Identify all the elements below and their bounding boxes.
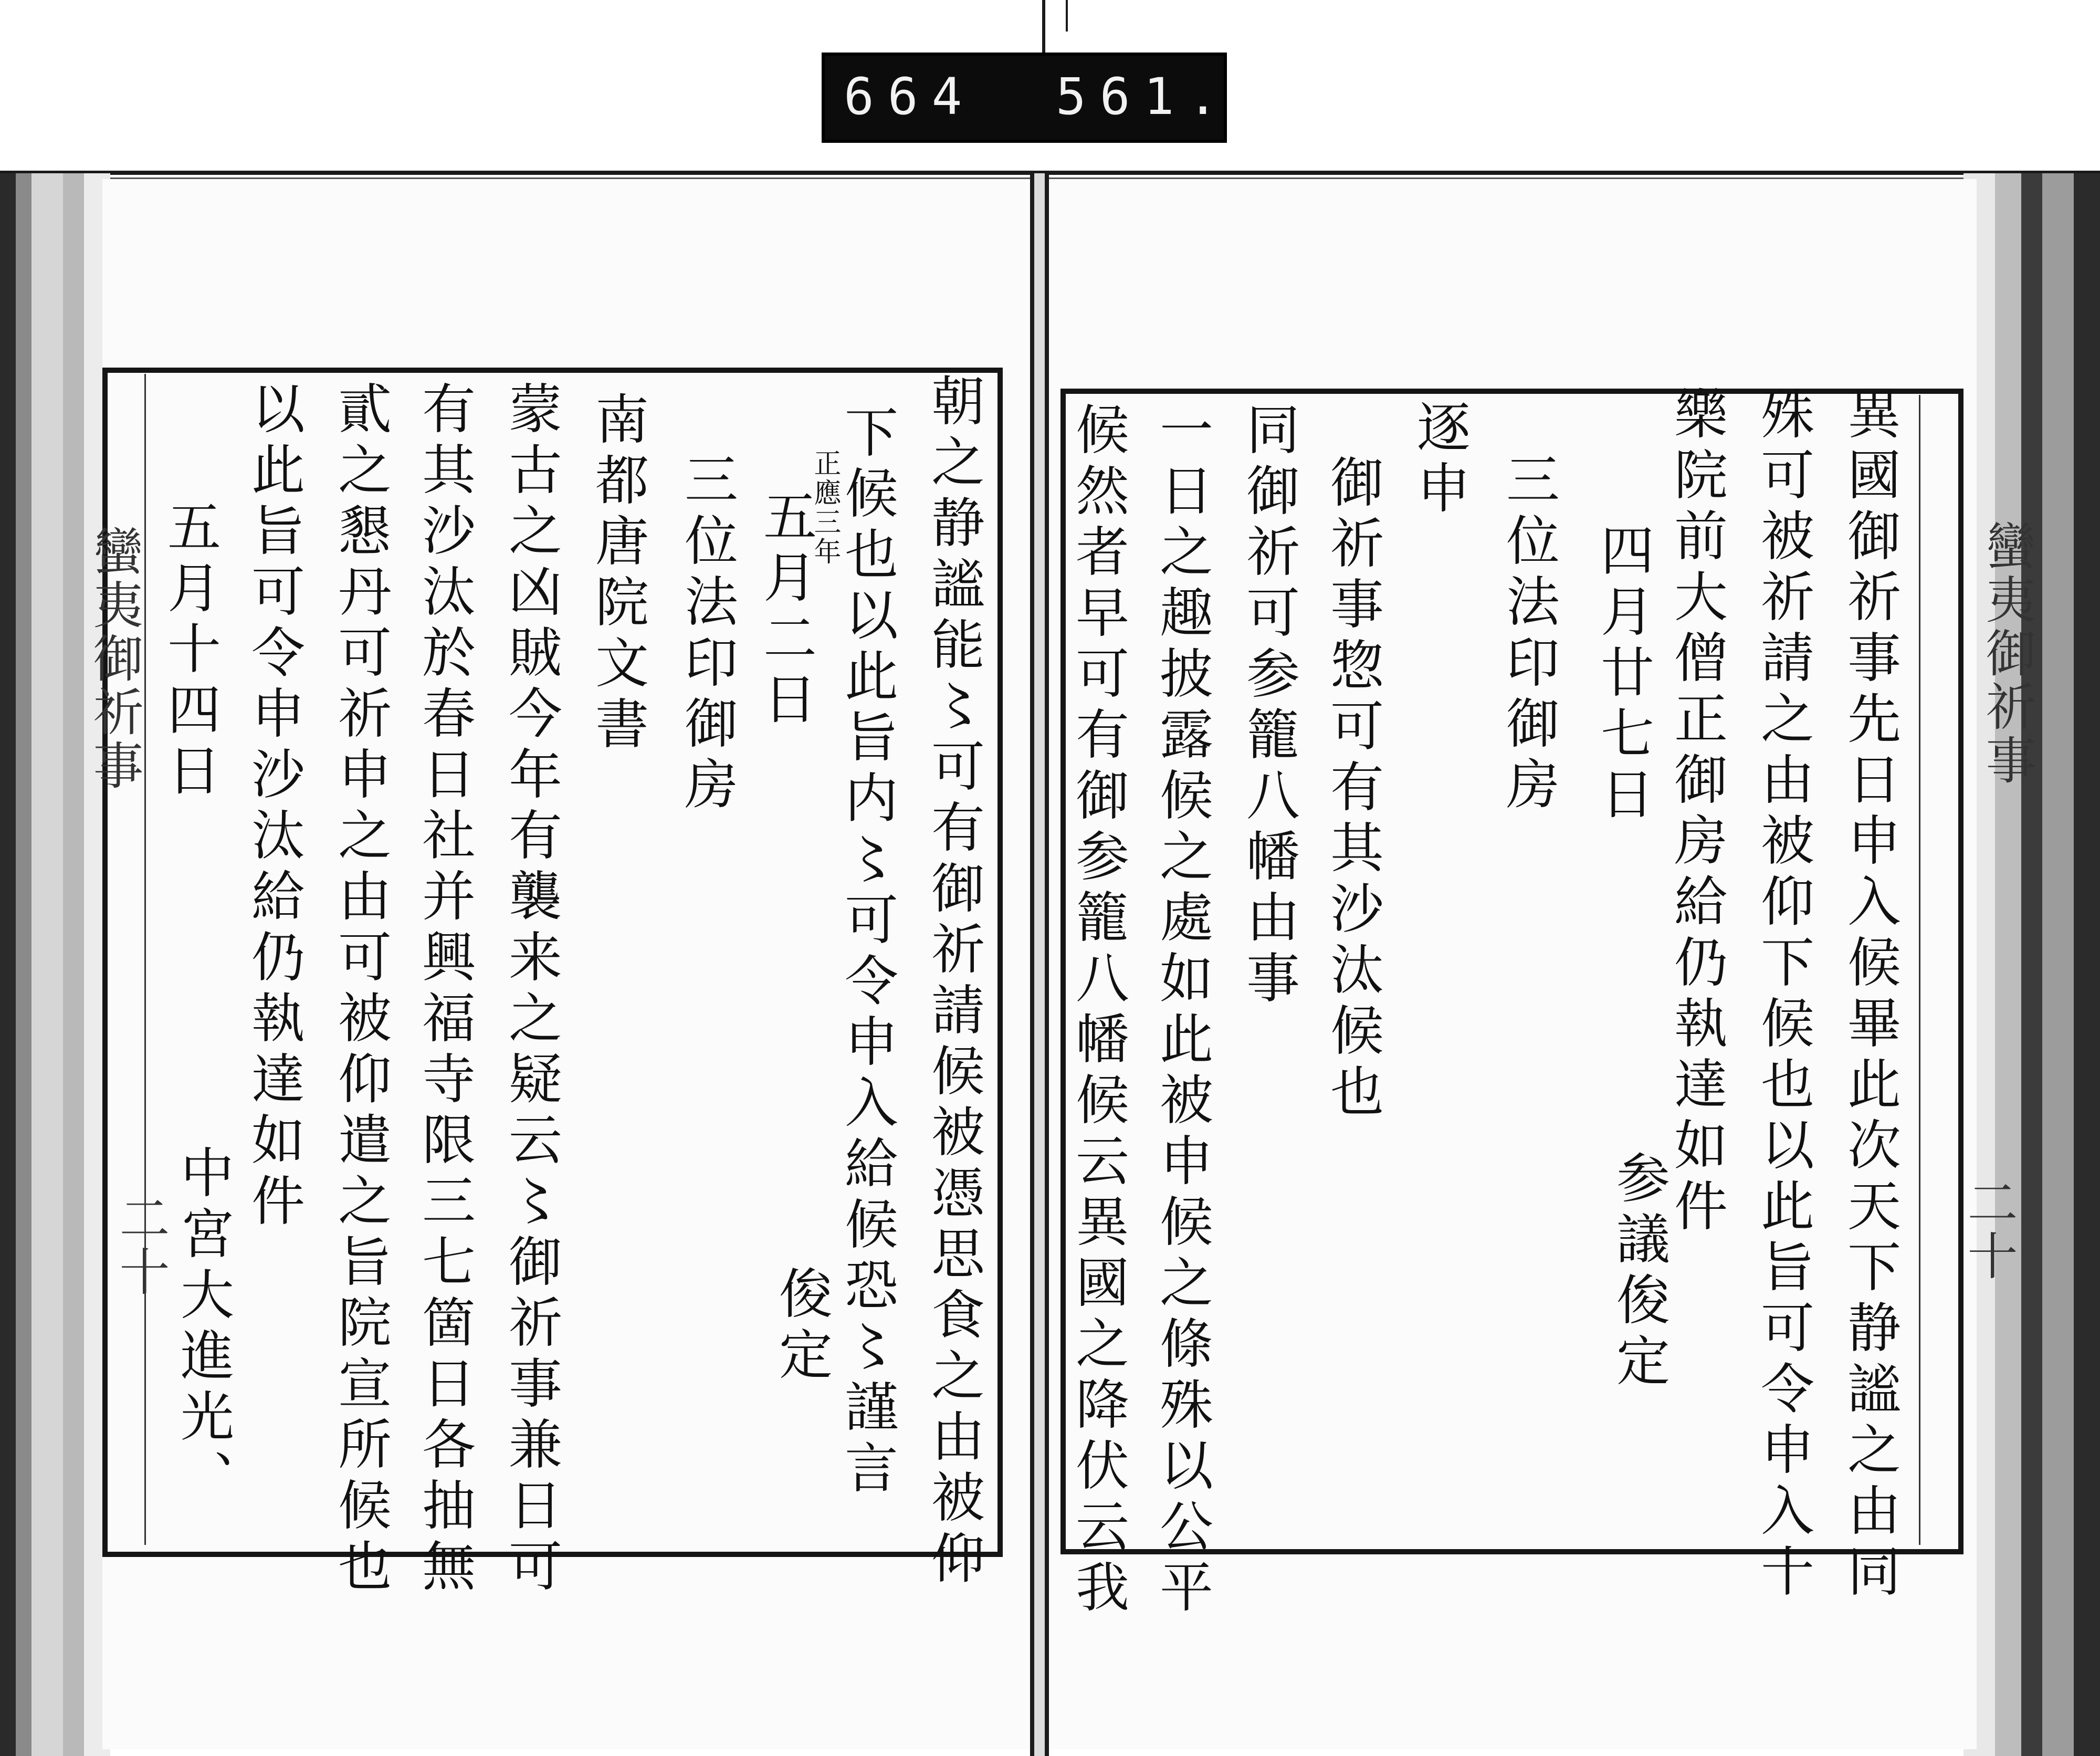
text-column: 殊可被祈請之由被仰下候也以此旨可令申入十 <box>1752 386 1814 1604</box>
source-heading: 南都唐院文書 <box>586 391 649 757</box>
signature: 参議俊定 <box>1608 1150 1670 1394</box>
archive-label <box>822 53 1232 143</box>
page-top-edge <box>0 171 2100 175</box>
text-column: 朝之静謐能〻可有御祈請候被憑思食之由被仰 <box>922 373 985 1591</box>
signature: 中宮大進光、 <box>172 1145 234 1510</box>
text-column: 異國御祈事先日申入候畢此次天下静謐之由同 <box>1839 386 1901 1604</box>
left-margin-title: 蠻夷御祈事 <box>85 525 144 793</box>
date-column: 五月二日 <box>754 488 817 732</box>
book-edge-left <box>0 173 110 1756</box>
right-frame-inner-rule <box>1919 395 1920 1545</box>
text-column: 候然者早可有御参籠八幡候云異國之降伏云我 <box>1067 402 1129 1620</box>
book-edge-right <box>1964 173 2100 1756</box>
date-column: 五月十四日 <box>159 499 221 803</box>
right-margin-folio: 二十 <box>1959 1176 2018 1283</box>
era-annotation: 正應三年 <box>809 449 841 567</box>
text-column: 同御祈可参籠八幡由事 <box>1237 402 1300 1011</box>
text-column: 蒙古之凶賊今年有襲来之疑云〻御祈事兼日可 <box>500 381 562 1599</box>
text-column: 下候也以此旨内〻可令申入給候恐〻謹言 <box>836 404 898 1501</box>
date-column: 四月廿七日 <box>1592 522 1654 827</box>
left-margin-folio: 二十 <box>111 1192 170 1299</box>
archive-number-right: 561. <box>1056 67 1232 126</box>
signature: 俊定 <box>770 1266 833 1387</box>
postscript-heading: 逐申 <box>1408 399 1471 521</box>
archive-number-left: 664 <box>844 67 976 126</box>
text-column: 以此旨可令申沙汰給仍執達如件 <box>243 381 305 1234</box>
addressee-column: 三位法印御房 <box>1497 452 1560 817</box>
text-column: 有其沙汰於春日社并興福寺限三七箇日各抽無 <box>413 381 476 1599</box>
book-gutter <box>1030 173 1049 1756</box>
binding-line <box>1042 0 1045 53</box>
text-column: 御祈事惣可有其沙汰候也 <box>1321 454 1384 1124</box>
text-column: 一日之趣披露候之處如此被申候之條殊以公平 <box>1151 402 1213 1620</box>
binding-line <box>1066 0 1068 32</box>
right-margin-title: 蠻夷御祈事 <box>1978 520 2036 788</box>
addressee-column: 三位法印御房 <box>676 452 738 817</box>
text-column: 樂院前大僧正御房給仍執達如件 <box>1665 386 1728 1239</box>
text-column: 貳之懇丹可祈申之由可被仰遣之旨院宣所候也 <box>329 381 392 1599</box>
